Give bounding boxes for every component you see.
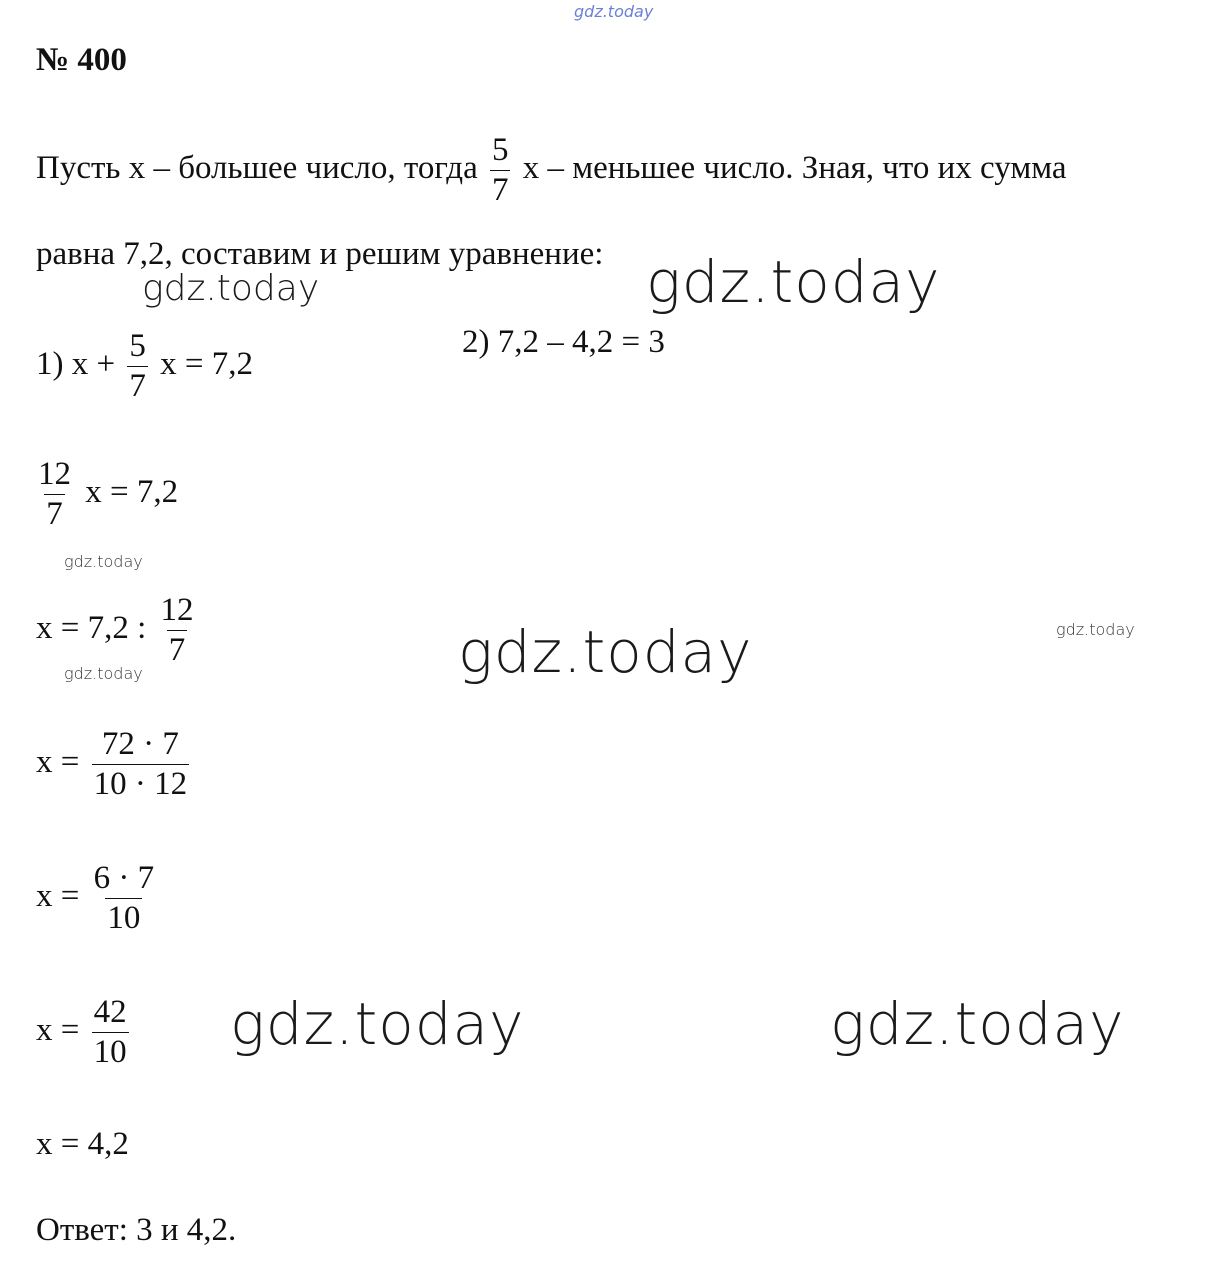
fraction-numerator: 5 — [491, 132, 509, 168]
equation-text: x = — [36, 1012, 80, 1049]
fraction-denominator: 7 — [168, 632, 186, 668]
fraction-denominator: 10 — [107, 900, 141, 936]
intro-line-1 — [36, 134, 1067, 207]
intro-text-start: Пусть x – большее число, тогда — [36, 150, 478, 187]
watermark-top: gdz.today — [574, 2, 654, 21]
watermark: gdz.today — [646, 248, 941, 316]
fraction — [159, 594, 196, 667]
fraction-denominator: 10 — [93, 1034, 127, 1070]
watermark: gdz.today — [142, 268, 320, 309]
fraction-numerator: 72 · 7 — [101, 726, 179, 762]
fraction — [92, 728, 190, 801]
equation-step-8: x = 4,2 — [36, 1126, 129, 1162]
fraction-numerator: 12 — [38, 456, 71, 492]
watermark: gdz.today — [64, 552, 143, 571]
fraction — [490, 134, 511, 207]
equation-text: x = — [36, 744, 80, 781]
fraction-denominator: 7 — [46, 496, 63, 532]
fraction — [92, 996, 129, 1069]
fraction-denominator: 7 — [129, 368, 146, 404]
fraction-numerator: 12 — [160, 592, 194, 628]
equation-step-6 — [36, 862, 160, 935]
equation-text: x = 7,2 : — [36, 610, 147, 647]
fraction — [127, 330, 148, 403]
watermark: gdz.today — [458, 618, 753, 686]
equation-text: x = — [36, 878, 80, 915]
watermark: gdz.today — [1056, 620, 1135, 639]
answer-text: Ответ: 3 и 4,2. — [36, 1212, 237, 1248]
fraction-numerator: 5 — [129, 328, 146, 364]
fraction-numerator: 6 · 7 — [93, 860, 155, 896]
intro-line-2: равна 7,2, составим и решим уравнение: — [36, 236, 604, 272]
equation-text: x = 7,2 — [160, 346, 253, 383]
watermark: gdz.today — [230, 990, 525, 1058]
equation-step-2: 2) 7,2 – 4,2 = 3 — [462, 324, 665, 360]
intro-text-end: x – меньшее число. Зная, что их сумма — [522, 150, 1067, 187]
watermark: gdz.today — [830, 990, 1125, 1058]
equation-step-3 — [36, 458, 178, 531]
equation-text: 1) x + — [36, 346, 116, 383]
watermark: gdz.today — [64, 664, 143, 683]
fraction-denominator: 7 — [491, 172, 509, 208]
equation-step-4 — [36, 594, 200, 667]
fraction — [36, 458, 73, 531]
equation-text: x = 7,2 — [85, 474, 179, 511]
equation-step-7 — [36, 996, 133, 1069]
equation-step-1 — [36, 330, 253, 403]
fraction-numerator: 42 — [93, 994, 127, 1030]
fraction — [92, 862, 157, 935]
equation-step-5 — [36, 728, 193, 801]
problem-number: № 400 — [36, 42, 127, 78]
fraction-denominator: 10 · 12 — [93, 766, 188, 802]
